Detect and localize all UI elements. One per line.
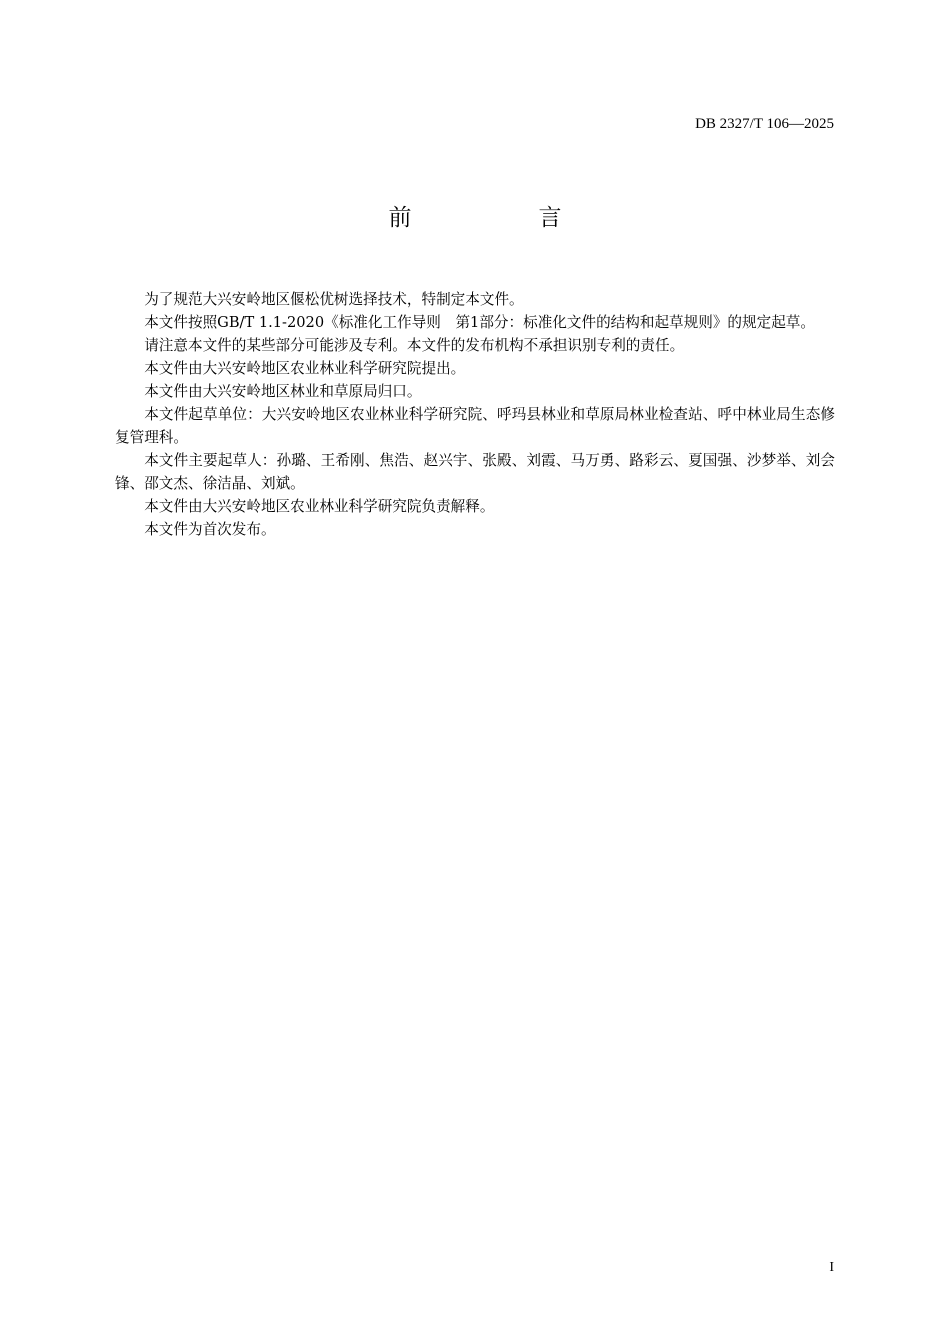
paragraph-purpose: 为了规范大兴安岭地区偃松优树选择技术，特制定本文件。 [144,291,524,308]
paragraph-interpretation: 本文件由大兴安岭地区农业林业科学研究院负责解释。 [144,498,495,515]
paragraph-drafters: 本文件主要起草人：孙璐、王希刚、焦浩、赵兴宇、张殿、刘霞、马万勇、路彩云、夏国强、沙梦举、刘会锋、邵文杰、徐洁晶、刘斌。 [115,452,835,492]
paragraph-drafting-units: 本文件起草单位：大兴安岭地区农业林业科学研究院、呼玛县林业和草原局林业检查站、呼中林业局生态修复管理科。 [115,406,835,446]
paragraph-patent-notice: 请注意本文件的某些部分可能涉及专利。本文件的发布机构不承担识别专利的责任。 [144,337,685,354]
paragraph-administrator: 本文件由大兴安岭地区林业和草原局归口。 [144,383,422,400]
paragraph-proposer: 本文件由大兴安岭地区农业林业科学研究院提出。 [144,360,466,377]
page-number: I [829,1260,834,1275]
paragraph-first-release: 本文件为首次发布。 [144,521,276,538]
document-code: DB 2327/T 106—2025 [695,116,834,132]
paragraph-drafting-rules: 本文件按照GB/T 1.1-2020《标准化工作导则 第1部分：标准化文件的结构和起草规则》的规定起草。 [144,314,815,331]
page-title: 前 言 [388,205,614,231]
foreword-body [115,288,835,541]
